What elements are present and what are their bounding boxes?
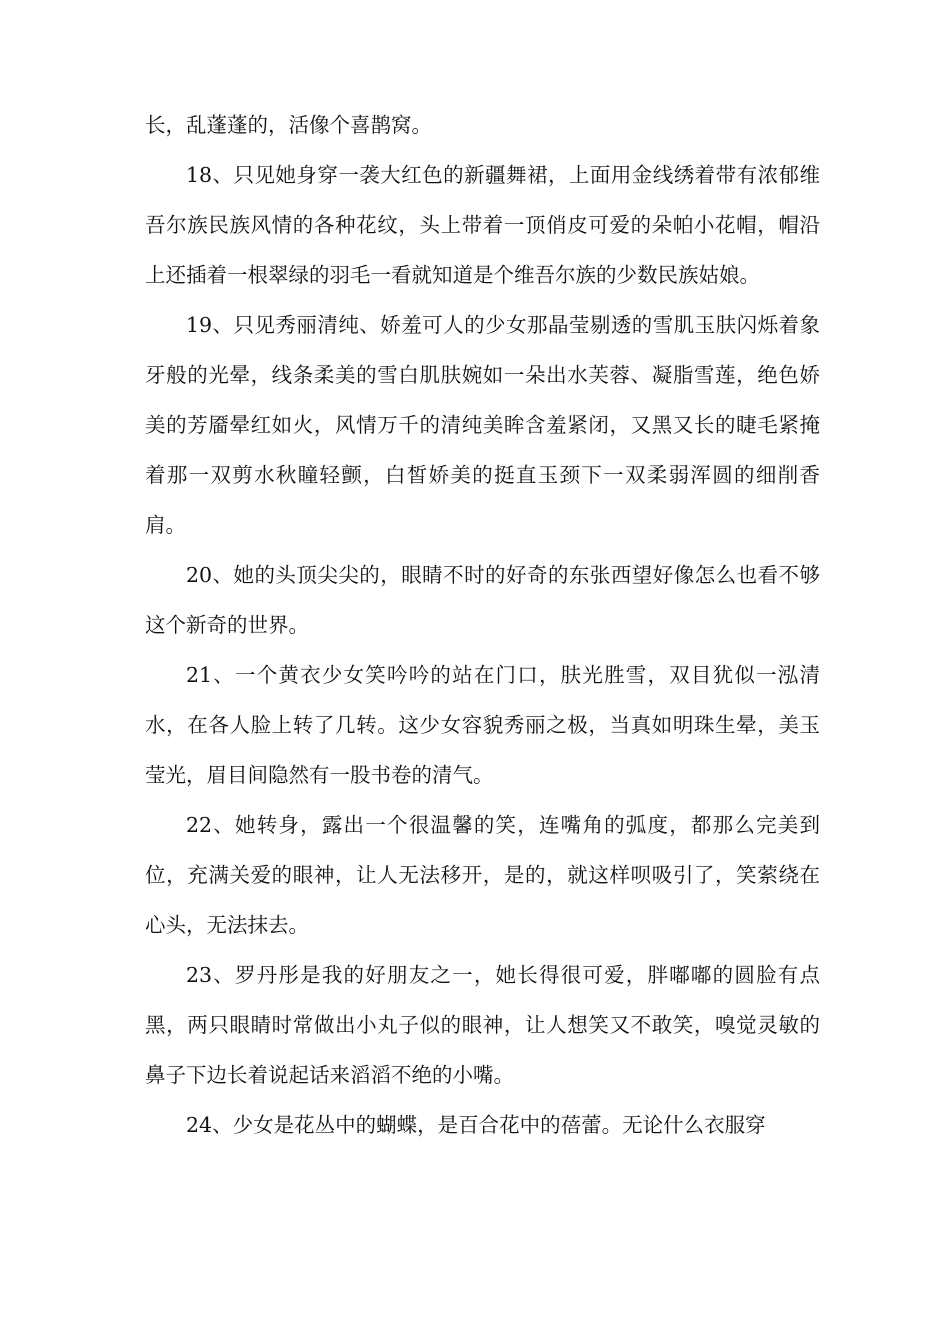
- paragraph-21: 21、一个黄衣少女笑吟吟的站在门口，肤光胜雪，双目犹似一泓清水，在各人脸上转了几转。这少女容貌秀丽之极，当真如明珠生晕，美玉莹光，眉目间隐然有一股书卷的清气。: [145, 663, 820, 787]
- document-body: [145, 100, 820, 1150]
- paragraph-continuation: 长，乱蓬蓬的，活像个喜鹊窝。: [145, 113, 432, 137]
- paragraph-24: 24、少女是花丛中的蝴蝶，是百合花中的蓓蕾。无论什么衣服穿: [186, 1113, 766, 1137]
- paragraph-19: 19、只见秀丽清纯、娇羞可人的少女那晶莹剔透的雪肌玉肤闪烁着象牙般的光晕，线条柔美的雪白肌肤婉如一朵出水芙蓉、凝脂雪莲，绝色娇美的芳靥晕红如火，风情万千的清纯美眸含羞紧闭，又黑又长的睫毛紧掩着那一双剪水秋瞳轻颤，白皙娇美的挺直玉颈下一双柔弱浑圆的细削香肩。: [145, 313, 820, 537]
- paragraph-20: 20、她的头顶尖尖的，眼睛不时的好奇的东张西望好像怎么也看不够这个新奇的世界。: [145, 563, 820, 637]
- paragraph-18: 18、只见她身穿一袭大红色的新疆舞裙，上面用金线绣着带有浓郁维吾尔族民族风情的各种花纹，头上带着一顶俏皮可爱的朵帕小花帽，帽沿上还插着一根翠绿的羽毛一看就知道是个维吾尔族的少数民族姑娘。: [145, 163, 820, 287]
- paragraph-23: 23、罗丹彤是我的好朋友之一，她长得很可爱，胖嘟嘟的圆脸有点黑，两只眼睛时常做出小丸子似的眼神，让人想笑又不敢笑，嗅觉灵敏的鼻子下边长着说起话来滔滔不绝的小嘴。: [145, 963, 820, 1087]
- paragraph-22: 22、她转身，露出一个很温馨的笑，连嘴角的弧度，都那么完美到位，充满关爱的眼神，让人无法移开，是的，就这样呗吸引了，笑萦绕在心头，无法抹去。: [145, 813, 820, 937]
